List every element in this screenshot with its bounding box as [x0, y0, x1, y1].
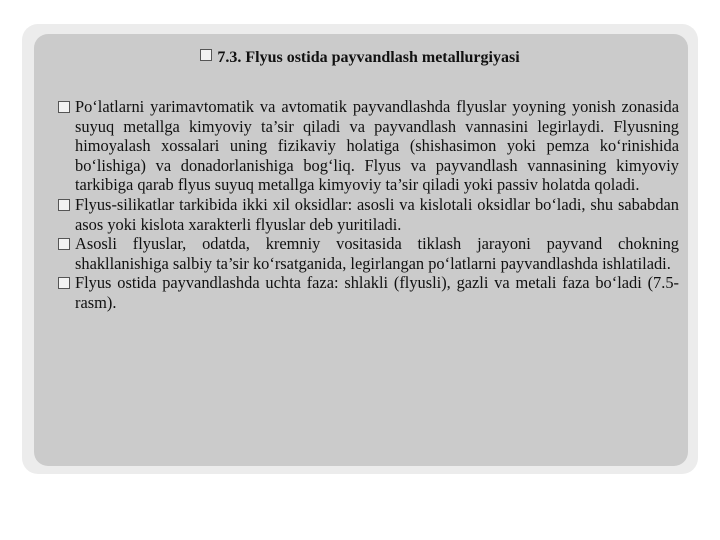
bullet-item	[57, 97, 679, 195]
bullet-text: Flyus-silikatlar tarkibida ikki xil oksidlar: asosli va kislotali oksidlar bo‘ladi, shu sababdan asos yoki kislota xarakterli flyuslar deb yuritiladi.	[75, 194, 679, 234]
bullet-item	[57, 195, 679, 234]
slide-title-row	[0, 48, 720, 68]
bullet-icon	[200, 49, 212, 61]
bullet-icon	[58, 238, 70, 250]
bullet-icon	[58, 277, 70, 289]
bullet-text: Po‘latlarni yarimavtomatik va avtomatik payvandlashda flyuslar yoyning yonish zonasida suyuq metallga kimyoviy ta’sir qiladi va payvandlash vannasini legirlaydi. Flyusning himoyalash xossalari uning fizikaviy holatiga (shishasimon yoki pemza ko‘rinishida bo‘lishiga) va donadorlanishiga bog‘liq. Flyus va payvandlash vannasining kimyoviy tarkibiga qarab flyus suyuq metallga kimyoviy ta’sir qiladi yoki passiv holatda qoladi.	[75, 97, 679, 195]
bullet-text: Flyus ostida payvandlashda uchta faza: shlakli (flyusli), gazli va metali faza bo‘ladi (7.5-rasm).	[75, 273, 679, 312]
bullet-list	[57, 97, 679, 313]
slide-title: 7.3. Flyus ostida payvandlash metallurgiyasi	[217, 49, 520, 66]
bullet-icon	[58, 101, 70, 113]
bullet-item	[57, 234, 679, 273]
bullet-text: Asosli flyuslar, odatda, kremniy vositasida tiklash jarayoni payvand chokning shakllanishiga salbiy ta’sir ko‘rsatganida, legirlangan po‘latlarni payvandlashda ishlatiladi.	[75, 234, 679, 273]
bullet-item	[57, 273, 679, 312]
bullet-icon	[58, 199, 70, 211]
